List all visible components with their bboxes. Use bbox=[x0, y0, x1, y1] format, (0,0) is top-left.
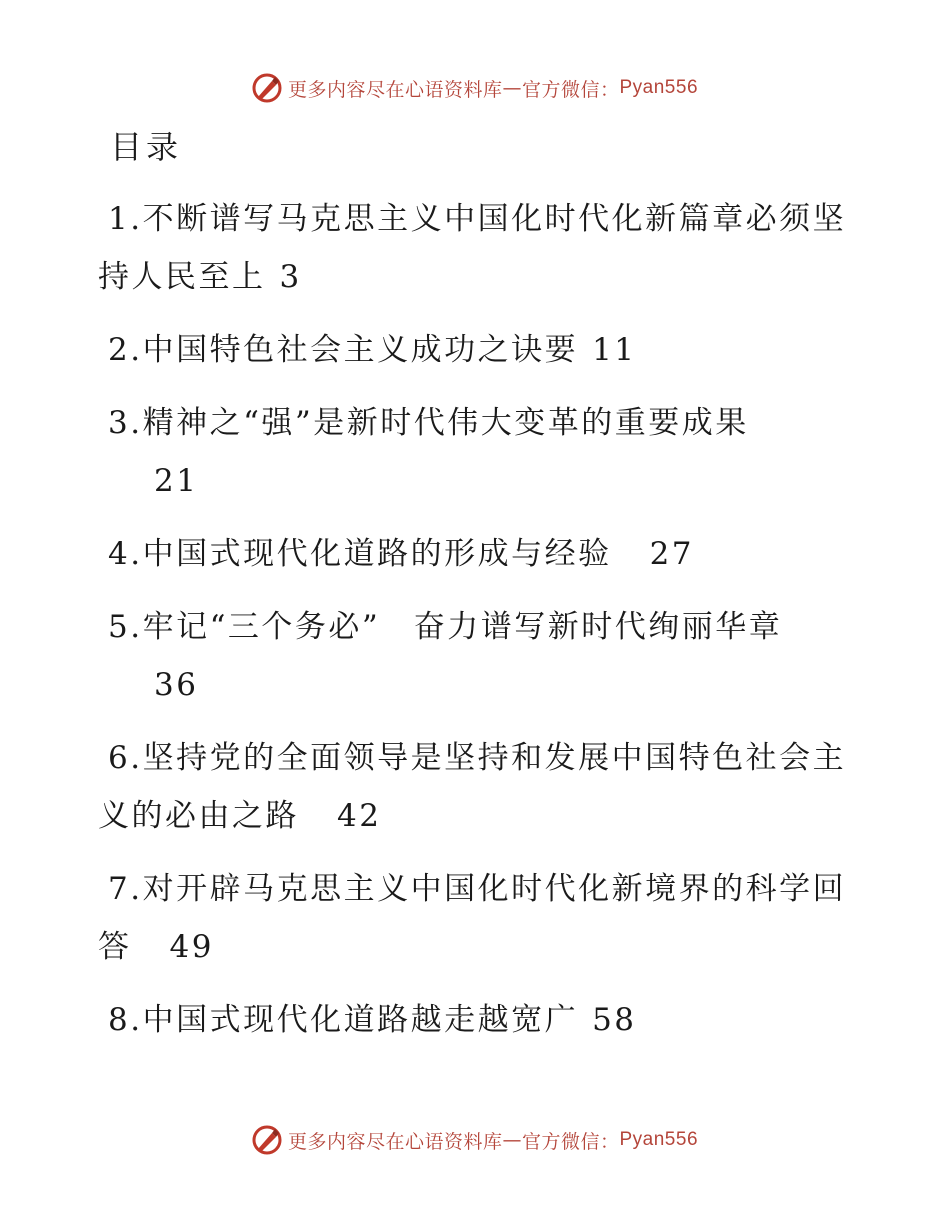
footer-banner bbox=[0, 1120, 950, 1160]
entry-title: 中国式现代化道路的形成与经验 bbox=[142, 536, 612, 572]
toc-entry[interactable] bbox=[98, 190, 858, 306]
toc-entry[interactable] bbox=[98, 860, 858, 976]
banner-account: Pyan556 bbox=[619, 77, 699, 98]
toc-title: 目录 bbox=[110, 128, 183, 166]
banner-text: 更多内容尽在心语资料库 bbox=[287, 1130, 503, 1153]
toc-entry[interactable] bbox=[98, 991, 858, 1049]
entry-page: 49 bbox=[169, 929, 214, 965]
entry-page: 36 bbox=[154, 667, 199, 703]
pen-logo-icon bbox=[252, 73, 282, 103]
banner-text: 更多内容尽在心语资料库 bbox=[287, 78, 503, 101]
entry-title: 中国特色社会主义成功之诀要 bbox=[142, 332, 579, 368]
banner-account: Pyan556 bbox=[619, 1129, 699, 1150]
toc-entry[interactable] bbox=[98, 321, 858, 379]
entry-title: 对开辟马克思主义中国化时代化新境界的科学回答 bbox=[98, 871, 847, 965]
banner-wechat-label: 官方微信： bbox=[521, 1130, 620, 1153]
table-of-contents bbox=[98, 190, 858, 1064]
banner-wechat-label: 官方微信： bbox=[521, 78, 620, 101]
entry-page: 3 bbox=[279, 259, 302, 295]
entry-title: 精神之“强”是新时代伟大变革的重要成果 bbox=[142, 405, 749, 441]
toc-entry[interactable] bbox=[98, 394, 858, 510]
entry-number: 6. bbox=[108, 740, 143, 776]
entry-page: 42 bbox=[337, 798, 382, 834]
entry-number: 3. bbox=[108, 405, 143, 441]
header-banner bbox=[0, 68, 950, 108]
entry-number: 5. bbox=[108, 609, 143, 645]
entry-title: 中国式现代化道路越走越宽广 bbox=[142, 1002, 579, 1038]
entry-number: 7. bbox=[108, 871, 143, 907]
toc-entry[interactable] bbox=[98, 598, 858, 714]
entry-number: 1. bbox=[108, 201, 143, 237]
entry-page: 27 bbox=[649, 536, 695, 572]
banner-dash: — bbox=[502, 77, 522, 99]
toc-entry[interactable] bbox=[98, 729, 858, 845]
entry-number: 8. bbox=[108, 1002, 143, 1038]
banner-dash: — bbox=[502, 1129, 522, 1151]
entry-number: 2. bbox=[108, 332, 143, 368]
entry-page: 58 bbox=[592, 1002, 637, 1038]
entry-title: 坚持党的全面领导是坚持和发展中国特色社会主义的必由之路 bbox=[98, 740, 847, 834]
entry-title: 不断谱写马克思主义中国化时代化新篇章必须坚持人民至上 bbox=[98, 201, 847, 295]
entry-number: 4. bbox=[108, 536, 143, 572]
entry-title: 牢记“三个务必” 奋力谱写新时代绚丽华章 bbox=[142, 609, 783, 645]
toc-entry[interactable] bbox=[98, 525, 858, 583]
entry-page: 21 bbox=[154, 463, 199, 499]
entry-page: 11 bbox=[592, 332, 637, 368]
pen-logo-icon bbox=[252, 1125, 282, 1155]
